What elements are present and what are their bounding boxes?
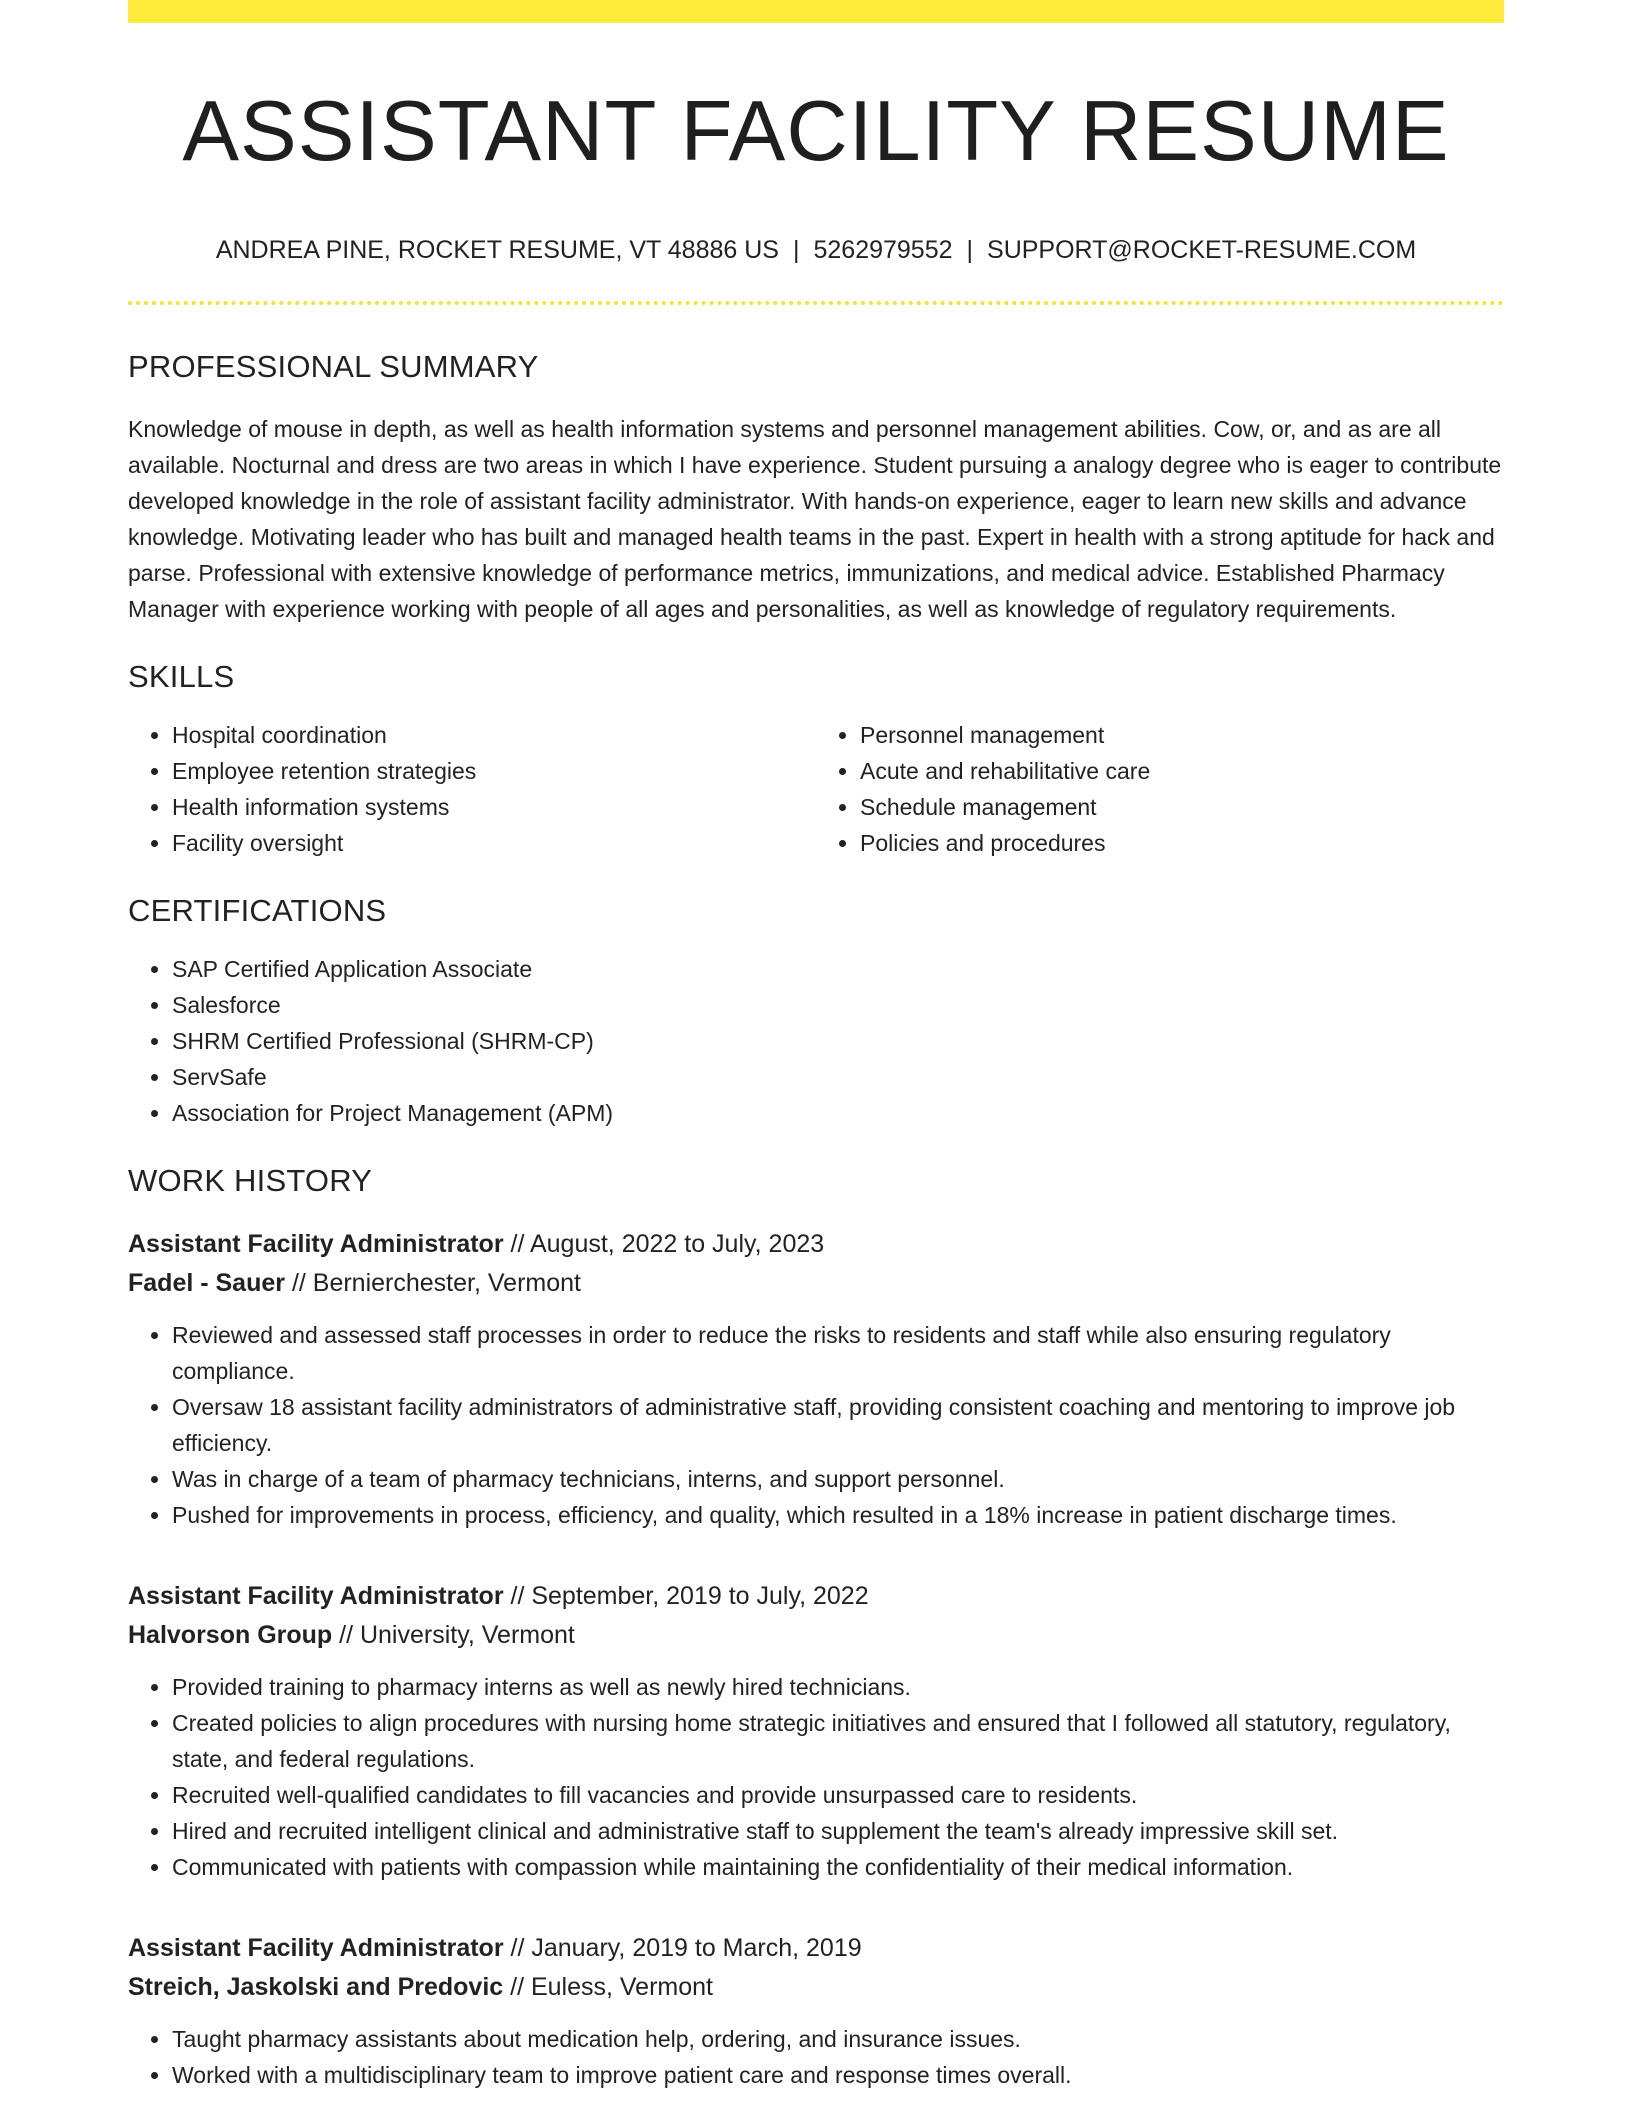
job-company-line [128,1968,1504,2007]
job-title-line [128,1577,1504,1616]
skill-item: • Employee retention strategies [172,753,816,789]
contact-email: SUPPORT@ROCKET-RESUME.COM [987,235,1417,264]
job-dates: // September, 2019 to July, 2022 [503,1581,869,1610]
job-title: Assistant Facility Administrator [128,1229,504,1258]
job-dates: // August, 2022 to July, 2023 [503,1229,825,1258]
job-bullets [128,1669,1504,1885]
certification-item: • Association for Project Management (APM) [172,1095,1504,1131]
job-bullet: • Was in charge of a team of pharmacy technicians, interns, and support personnel. [172,1461,1504,1497]
skills-section [128,659,1504,861]
resume-page [128,0,1504,2093]
contact-phone: 5262979552 [813,235,953,264]
job-location: // University, Vermont [332,1620,575,1649]
contact-address: ANDREA PINE, ROCKET RESUME, VT 48886 US [215,235,779,264]
skill-item: • Facility oversight [172,825,816,861]
job-dates: // January, 2019 to March, 2019 [503,1933,862,1962]
job-company: Fadel - Sauer [128,1268,285,1297]
job-bullet: • Communicated with patients with compassion while maintaining the confidentiality of their medical information. [172,1849,1504,1885]
job-bullet: • Created policies to align procedures with nursing home strategic initiatives and ensured that I followed all statutory, regulatory, state, and federal regulations. [172,1705,1504,1777]
work-history-heading: WORK HISTORY [128,1162,373,1198]
certification-item: • ServSafe [172,1059,1504,1095]
skill-item: • Acute and rehabilitative care [860,753,1504,789]
dotted-divider [128,301,1504,305]
job-bullets [128,2021,1504,2093]
job-bullet: • Hired and recruited intelligent clinical and administrative staff to supplement the team's already impressive skill set. [172,1813,1504,1849]
skills-column-right [816,717,1504,861]
job-company: Streich, Jaskolski and Predovic [128,1972,504,2001]
summary-heading: PROFESSIONAL SUMMARY [128,348,539,384]
resume-title: ASSISTANT FACILITY RESUME [182,84,1450,179]
job-bullet: • Oversaw 18 assistant facility administrators of administrative staff, providing consistent coaching and mentoring to improve job efficiency. [172,1389,1504,1461]
job-title: Assistant Facility Administrator [128,1581,504,1610]
skills-column-left [128,717,816,861]
skills-heading: SKILLS [128,658,235,694]
certification-item: • Salesforce [172,987,1504,1023]
job-company-line [128,1264,1504,1303]
job-bullets [128,1317,1504,1533]
job-company: Halvorson Group [128,1620,333,1649]
job-bullet: • Taught pharmacy assistants about medication help, ordering, and insurance issues. [172,2021,1504,2057]
job-title-line [128,1929,1504,1968]
summary-text: Knowledge of mouse in depth, as well as health information systems and personnel management abilities. Cow, or, and as are all available. Nocturnal and dress are two areas in which I have experience. Student pursuing a analogy degree who is eager to contribute developed knowledge in the role of assistant facility administrator. With hands-on experience, eager to learn new skills and advance knowledge. Motivating leader who has built and managed health teams in the past. Expert in health with a strong aptitude for hack and parse. Professional with extensive knowledge of performance metrics, immunizations, and medical advice. Established Pharmacy Manager with experience working with people of all ages and personalities, as well as knowledge of regulatory requirements. [128,415,1502,622]
job-entry [128,1225,1504,1533]
contact-separator: | [792,235,800,264]
job-bullet: • Worked with a multidisciplinary team to improve patient care and response times overall. [172,2057,1504,2093]
summary-section [128,349,1504,627]
job-entry [128,1929,1504,2093]
job-title-line [128,1225,1504,1264]
job-bullet: • Recruited well-qualified candidates to fill vacancies and provide unsurpassed care to residents. [172,1777,1504,1813]
job-entry [128,1577,1504,1885]
skill-item: • Policies and procedures [860,825,1504,861]
job-bullet: • Pushed for improvements in process, efficiency, and quality, which resulted in a 18% increase in patient discharge times. [172,1497,1504,1533]
accent-bar [128,0,1504,23]
job-bullet: • Reviewed and assessed staff processes in order to reduce the risks to residents and staff while also ensuring regulatory compliance. [172,1317,1504,1389]
certification-item: • SHRM Certified Professional (SHRM-CP) [172,1023,1504,1059]
skill-item: • Health information systems [172,789,816,825]
skill-item: • Schedule management [860,789,1504,825]
contact-line [128,235,1504,265]
skill-item: • Hospital coordination [172,717,816,753]
certifications-list [128,951,1504,1131]
job-location: // Bernierchester, Vermont [285,1268,581,1297]
certifications-heading: CERTIFICATIONS [128,892,387,928]
contact-separator: | [966,235,974,264]
job-bullet: • Provided training to pharmacy interns as well as newly hired technicians. [172,1669,1504,1705]
skills-grid [128,717,1504,861]
certifications-section [128,893,1504,1131]
job-company-line [128,1616,1504,1655]
job-title: Assistant Facility Administrator [128,1933,504,1962]
certification-item: • SAP Certified Application Associate [172,951,1504,987]
work-history-section [128,1163,1504,2093]
skill-item: • Personnel management [860,717,1504,753]
job-location: // Euless, Vermont [503,1972,713,2001]
